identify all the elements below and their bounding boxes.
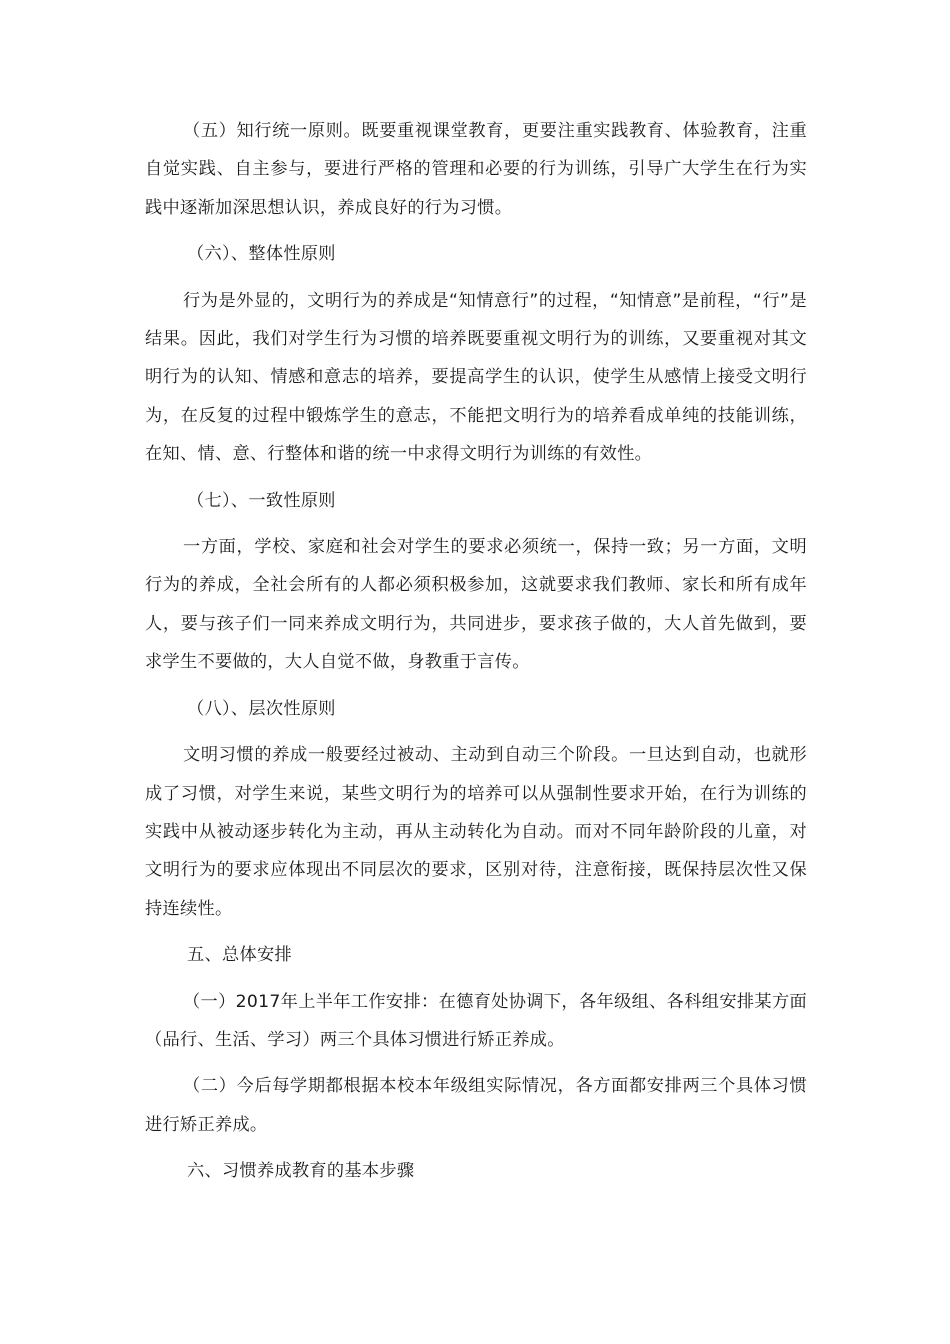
paragraph-arrangement-1: （一）2017年上半年工作安排：在德育处协调下，各年级组、各科组安排某方面（品行、生活、学习）两三个具体习惯进行矫正养成。 bbox=[145, 991, 807, 1050]
heading-section-6: 六、习惯养成教育的基本步骤 bbox=[187, 1161, 415, 1182]
document-body bbox=[145, 112, 807, 1191]
paragraph-principle-8: 文明习惯的养成一般要经过被动、主动到自动三个阶段。一旦达到自动，也就形成了习惯，对学生来说，某些文明行为的培养可以从强制性要求开始，在行为训练的实践中从被动逐步转化为主动，再从主动转化为自动。而对不同年龄阶段的儿童，对文明行为的要求应体现出不同层次的要求，区别对待，注意衔接，既保持层次性又保持连续性。 bbox=[145, 745, 807, 919]
paragraph-principle-7: 一方面，学校、家庭和社会对学生的要求必须统一，保持一致；另一方面，文明行为的养成，全社会所有的人都必须积极参加，这就要求我们教师、家长和所有成年人，要与孩子们一同来养成文明行为，共同进步，要求孩子做的，大人首先做到，要求学生不要做的，大人自觉不做，身教重于言传。 bbox=[145, 537, 807, 673]
heading-principle-8: （八）、层次性原则 bbox=[187, 698, 336, 719]
heading-section-5: 五、总体安排 bbox=[187, 945, 292, 966]
paragraph-principle-6: 行为是外显的，文明行为的养成是“知情意行”的过程，“知情意”是前程，“行”是结果。因此，我们对学生行为习惯的培养既要重视文明行为的训练，又要重视对其文明行为的认知、情感和意志的培养，要提高学生的认识，使学生从感情上接受文明行为，在反复的过程中锻炼学生的意志，不能把文明行为的培养看成单纯的技能训练，在知、情、意、行整体和谐的统一中求得文明行为训练的有效性。 bbox=[145, 290, 807, 465]
heading-principle-6: （六）、整体性原则 bbox=[187, 244, 336, 265]
paragraph-arrangement-2: （二）今后每学期都根据本校本年级组实际情况，各方面都安排两三个具体习惯进行矫正养成。 bbox=[145, 1076, 807, 1135]
paragraph-principle-5: （五）知行统一原则。既要重视课堂教育，更要注重实践教育、体验教育，注重自觉实践、自主参与，要进行严格的管理和必要的行为训练，引导广大学生在行为实践中逐渐加深思想认识，养成良好的行为习惯。 bbox=[145, 121, 807, 218]
heading-principle-7: （七）、一致性原则 bbox=[187, 490, 336, 511]
